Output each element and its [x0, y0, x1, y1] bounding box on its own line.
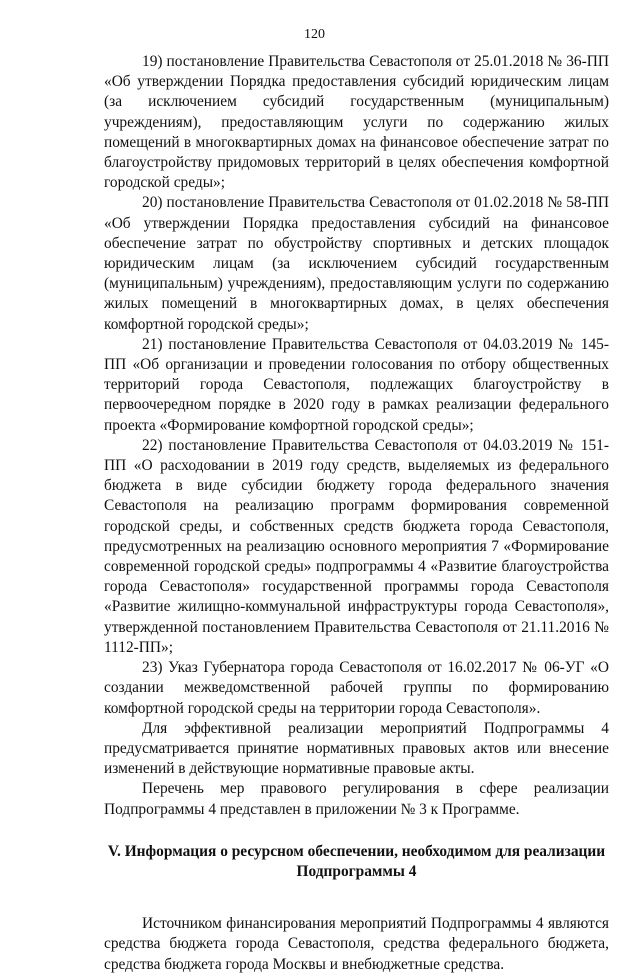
list-item-23: 23) Указ Губернатора города Севастополя от 16.02.2017 № 06-УГ «О создании межведомственной рабочей группы по формированию комфортной городской среды на территории города Севастополя».: [104, 659, 609, 717]
paragraph-legal-acts: Для эффективной реализации мероприятий Подпрограммы 4 предусматривается принятие нормативных правовых актов или внесение изменений в действующие нормативные правовые акты.: [104, 719, 609, 778]
section-heading: V. Информация о ресурсном обеспечении, необходимом для реализации Подпрограммы 4: [107, 842, 606, 880]
list-item-19: 19) постановление Правительства Севастополя от 25.01.2018 № 36-ПП «Об утверждении Порядка предоставления субсидий юридическим лицам (за исключением субсидий государственным (муниципальным) учреждениям), предоставляющим услуги по содержанию жилых помещений в многоквартирных домах на финансовое обеспечение затрат по благоустройству придомовых территорий в целях обеспечения комфортной городской среды»;: [104, 53, 609, 192]
list-item-20: 20) постановление Правительства Севастополя от 01.02.2018 № 58-ПП «Об утверждении Порядка предоставления субсидий на финансовое обеспечение затрат по обустройству спортивных и детских площадок юридическим лицам (за исключением субсидий государственным (муниципальным) учреждениям), предоставляющим услуги по содержанию жилых помещений в многоквартирных домах, в целях обеспечения комфортной городской среды»;: [104, 194, 609, 333]
document-body: [104, 52, 609, 975]
page-number: 120: [304, 27, 325, 42]
list-item-22: 22) постановление Правительства Севастополя от 04.03.2019 № 151-ПП «О расходовании в 2019 году средств, выделяемых из федерального бюджета в виде субсидии бюджету города федерального значения Севастополя на реализацию программ формирования современной городской среды, и собственных средств бюджета города Севастополя, предусмотренных на реализацию основного мероприятия 7 «Формирование современной городской среды» подпрограммы 4 «Развитие благоустройства города Севастополя» государственной программы города Севастополя «Развитие жилищно-коммунальной инфраструктуры города Севастополя», утвержденной постановлением Правительства Севастополя от 21.11.2016 № 1112-ПП»;: [104, 436, 609, 656]
list-item-21: 21) постановление Правительства Севастополя от 04.03.2019 № 145-ПП «Об организации и проведении голосования по отбору общественных территорий города Севастополя, подлежащих благоустройству в первоочередном порядке в 2020 году в рамках реализации федерального проекта «Формирование комфортной городской среды»;: [104, 335, 609, 434]
paragraph-funding-sources: Источником финансирования мероприятий Подпрограммы 4 являются средства бюджета города Севастополя, средства федерального бюджета, средства бюджета города Москвы и внебюджетные средства.: [104, 915, 609, 973]
paragraph-regulation-list: Перечень мер правового регулирования в сфере реализации Подпрограммы 4 представлен в приложении № 3 к Программе.: [104, 780, 609, 818]
